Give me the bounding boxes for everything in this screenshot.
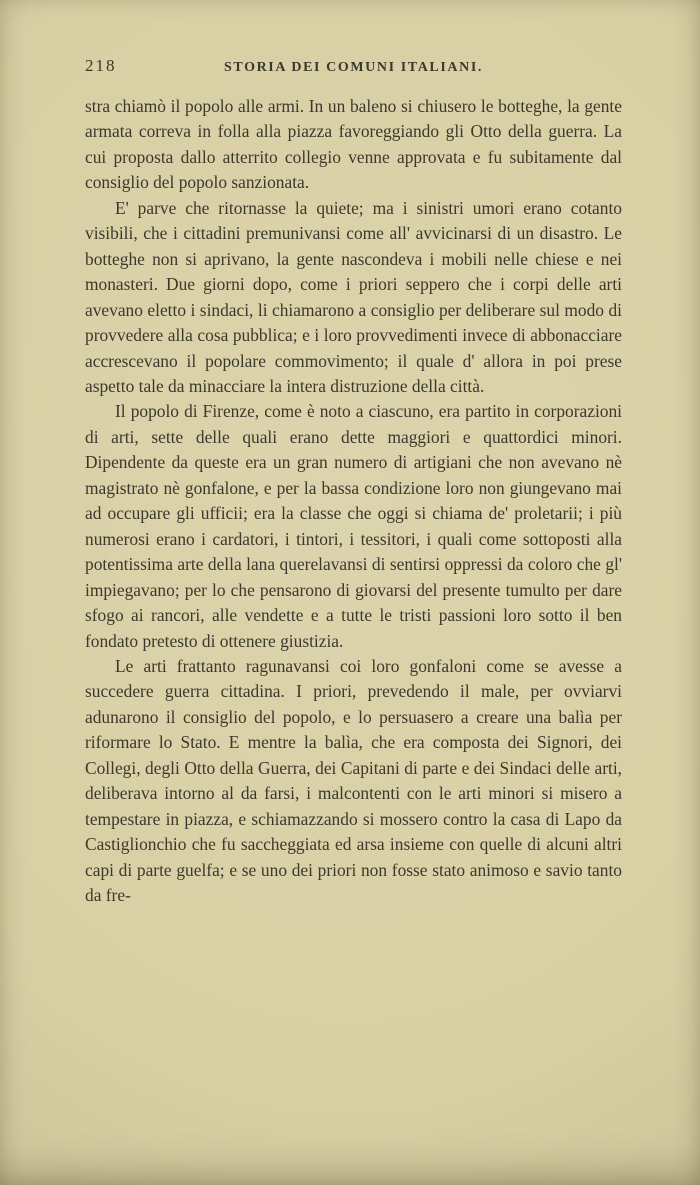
paragraph: Le arti frattanto ragunavansi coi loro gonfaloni come se avesse a succedere guerra cittadina. I priori, prevedendo il male, per ovviarvi adunarono il consiglio del popolo, e lo persuasero a creare una balìa per riformare lo Stato. E mentre la balìa, che era composta dei Signori, dei Collegi, degli Otto della Guerra, dei Capitani di parte e dei Sindaci delle arti, deliberava intorno al da farsi, i malcontenti con le arti minori si misero a tempestare in piazza, e schiamazzando si mossero contro la casa di Lapo da Castiglionchio che fu saccheggiata ed arsa insieme con quelle di alcuni altri capi di parte guelfa; e se uno dei priori non fosse stato animoso e savio tanto da fre- [85, 655, 622, 906]
paragraph: E' parve che ritornasse la quiete; ma i sinistri umori erano cotanto visibili, che i cittadini premunivansi come all' avvicinarsi di un disastro. Le botteghe non si aprivano, la gente nascondeva i mobili nelle chiese e nei monasteri. Due giorni dopo, come i priori seppero che i corpi delle arti avevano eletto i sindaci, li chiamarono a consiglio per deliberare sul modo di provvedere alla cosa pubblica; e i loro provvedimenti invece di abbonacciare accrescevano il popolare commovimento; il quale d' allora in poi prese aspetto tale da minacciare la intera distruzione della città. [85, 197, 622, 396]
page-header [85, 56, 622, 76]
paragraph: stra chiamò il popolo alle armi. In un baleno si chiusero le botteghe, la gente armata correva in folla alla piazza favoreggiando gli Otto della guerra. La cui proposta dallo atterrito collegio venne approvata e fu subitamente dal consiglio del popolo sanzionata. [85, 96, 622, 193]
running-title: STORIA DEI COMUNI ITALIANI. [224, 60, 483, 75]
page-body [85, 94, 622, 909]
page-number: 218 [85, 56, 117, 75]
paragraph: Il popolo di Firenze, come è noto a ciascuno, era partito in corporazioni di arti, sette delle quali erano dette maggiori e quattordici minori. Dipendente da queste era un gran numero di artigiani che non avevano nè magistrato nè gonfalone, e per la bassa condizione loro non giungevano mai ad occupare gli ufficii; era la classe che oggi si chiama de' proletarii; i più numerosi erano i cardatori, i tintori, i tessitori, i quali come sottoposti alla potentissima arte della lana querelavansi di sentirsi oppressi da coloro che gl' impiegavano; per lo che pensarono di giovarsi del presente tumulto per dare sfogo ai rancori, alle vendette e a tutte le tristi passioni loro sotto il ben fondato pretesto di ottenere giustizia. [85, 401, 622, 651]
